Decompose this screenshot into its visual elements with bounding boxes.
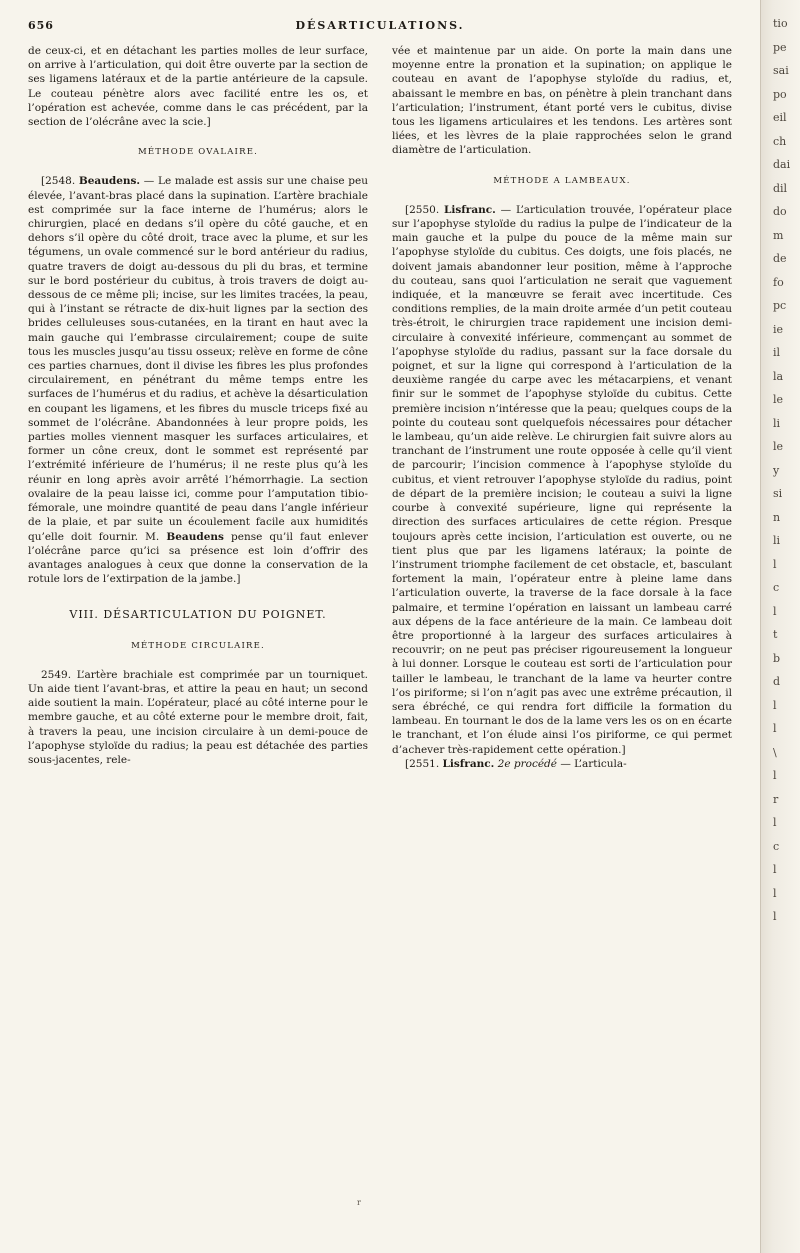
heading-methode-ovalaire: MÉTHODE OVALAIRE.: [137, 147, 259, 158]
article-number: [2551.: [405, 757, 440, 770]
right-column: [392, 44, 732, 771]
facing-page-edge: [760, 0, 800, 1253]
heading-methode-circulaire: MÉTHODE CIRCULAIRE.: [131, 640, 265, 651]
facing-page-fragment: le: [773, 440, 784, 453]
facing-page-fragment: tio: [773, 17, 788, 30]
facing-page-fragment: \: [773, 745, 777, 759]
facing-page-fragment: pc: [773, 299, 787, 312]
facing-page-fragment: la: [773, 369, 784, 383]
left-paragraph-1: de ceux-ci, et en détachant les parties molles de leur surface, on arrive à l’articulation, qui doit être ouverte par la section de ses ligamens latéraux et de la partie antérieure de la capsule. Le couteau pénètre alors avec facilité entre les os, et l’opération est achevée, comme dans le cas précédent, par la section de l’olécrâne avec la scie.]: [28, 45, 368, 129]
author-lisfranc: Lisfranc.: [444, 203, 496, 216]
facing-page-fragment: si: [773, 487, 783, 500]
facing-page-fragment: l: [773, 769, 777, 782]
facing-page-fragment: c: [773, 839, 780, 853]
right-paragraph-2550: [392, 203, 732, 757]
facing-page-fragment: il: [773, 346, 781, 359]
author-beaudens: Beaudens.: [78, 175, 141, 188]
facing-page-fragment: fo: [773, 275, 784, 289]
facing-page-fragment: l: [773, 863, 777, 876]
facing-page-fragment: l: [773, 722, 777, 735]
facing-page-fragment: l: [773, 604, 777, 618]
facing-page-fragment: l: [773, 886, 777, 900]
author-beaudens-mention: Beaudens: [166, 530, 224, 543]
right-paragraph-1: vée et maintenue par un aide. On porte la main dans une moyenne entre la pronation et la supination; on applique le couteau en avant de l’apophyse styloïde du radius, et, abaissant le membre en bas, on pénètre à plein tranchant dans l’articulation; l’instrument, étant porté vers le cubitus, divise tous les ligamens articulaires et les tendons. Les artères sont liées, et les lèvres de la plaie rapprochées selon le grand diamètre de l’articulation.: [392, 45, 732, 157]
author-lisfranc-2: Lisfranc.: [442, 757, 495, 770]
paragraph-tail: pense qu’il faut enlever l’olécrâne parce qu’ici sa présence est loin d’offrir des avantages analogues à ceux que donne la conservation de la rotule lors de l’extirpation de la jambe.]: [28, 530, 368, 586]
running-head: DÉSARTICULATIONS.: [295, 19, 465, 32]
paragraph-tail: — L’articula-: [557, 757, 627, 770]
facing-page-fragment: de: [773, 252, 787, 265]
facing-page-fragment: l: [773, 557, 777, 571]
print-mark: r: [357, 1198, 361, 1207]
article-number: [2550.: [405, 203, 440, 216]
facing-page-fragment: n: [773, 510, 781, 524]
facing-page-fragment: c: [773, 581, 780, 594]
facing-page-fragment: ie: [773, 322, 784, 336]
facing-page-fragment: eil: [773, 111, 787, 124]
facing-page-fragment: d: [773, 675, 781, 688]
page-number: 656: [28, 19, 54, 32]
procedure-label: 2e procédé: [497, 757, 557, 770]
facing-page-fragment: po: [773, 87, 787, 101]
facing-page-fragment: ch: [773, 134, 787, 148]
facing-page-fragment: t: [773, 628, 778, 641]
facing-page-fragment: dil: [773, 181, 788, 195]
facing-page-fragment: dai: [773, 158, 791, 171]
left-paragraph-2548: [28, 174, 368, 586]
facing-page-fragment: b: [773, 651, 781, 665]
facing-page-fragment: sai: [773, 64, 789, 77]
facing-page-fragment: li: [773, 416, 781, 430]
facing-page-fragment: pe: [773, 40, 787, 54]
article-number: [2548.: [41, 175, 76, 188]
facing-page-fragment: l: [773, 816, 777, 829]
paragraph-body: — Le malade est assis sur une chaise peu élevée, l’avant-bras placé dans la supination. L’artère brachiale est comprimée sur la face interne de l’humérus; alors le chirurgien, placé en dedans s’il opère du côté gauche, et en dehors s’il opère du côté droit, trace avec la plume, et sur les tégumens, un ovale commencé sur le bord antérieur du radius, quatre travers de doigt au-dessous du pli du bras, et termine sur le bord postérieur du cubitus, à trois travers de doigt au-dessous de ce même pli; incise, sur les limites tracées, la peau, qui à l’instant se rétracte de dix-huit lignes par la section des brides celluleuses sous-cutanées, en la tirant en haut avec la main gauche qui l’embrasse circulairement; coupe de suite tous les muscles jusqu’au tissu osseux; relève en forme de cône ces parties charnues, dont il divise les fibres les plus profondes circulairement, en pénétrant du même temps entre les surfaces de l’humérus et du radius, et achève la désarticulation en coupant les ligamens, et les fibres du muscle triceps fixé au sommet de l’olécrâne. Abandonnées à leur propre poids, les parties molles viennent masquer les surfaces articulaires, et former un cône creux, dont le sommet est représenté par l’extrémité inférieure de l’humérus; il ne reste plus qu’à les réunir en long après avoir arrêté l’hémorrhagie. La section ovalaire de la peau laisse ici, comme pour l’amputation tibio-fémorale, une moindre quantité de peau dans l’angle inférieur de la plaie, et par suite un écoulement facile aux humidités qu’elle doit fournir. M.: [28, 175, 368, 543]
facing-page-fragment: le: [773, 393, 784, 406]
facing-page-fragment: y: [773, 463, 780, 477]
facing-page-fragment: do: [773, 205, 787, 218]
right-paragraph-2551: [392, 757, 732, 771]
facing-page-fragment: l: [773, 910, 777, 923]
left-column: [28, 44, 368, 767]
section-title-poignet: VIII. DÉSARTICULATION DU POIGNET.: [69, 608, 327, 622]
paragraph-body: — L’articulation trouvée, l’opérateur place sur l’apophyse styloïde du radius la pulpe de l’indicateur de la main gauche et la pulpe du pouce de la même main sur l’apophyse styloïde du cubitus. Ces doigts, une fois placés, ne doivent jamais abandonner leur position, même à l’approche du couteau, sans quoi l’articulation ne serait que vaguement indiquée, et la manœuvre se ferait avec incertitude. Ces conditions remplies, de la main droite armée d’un petit couteau très-étroit, le chirurgien trace rapidement une incision demi-circulaire à convexité inférieure, commençant au sommet de l’apophyse styloïde du radius, passant sur la face dorsale du poignet, et sur la ligne qui correspond à l’articulation de la deuxième rangée du carpe avec les métacarpiens, et venant finir sur le sommet de l’apophyse styloïde du cubitus. Cette première incision n’intéresse que la peau; quelques coups de la pointe du couteau sont quelquefois nécessaires pour détacher le lambeau, qu’un aide relève. Le chirurgien fait suivre alors au tranchant de l’instrument une route opposée à celle qu’il vient de parcourir; l’incision commence à l’apophyse styloïde du cubitus, et vient retrouver l’apophyse styloïde du radius, point de départ de la première incision; le couteau a suivi la ligne courbe à convexité supérieure, ligne qui représente la direction des surfaces articulaires de cette région. Presque toujours après cette incision, l’articulation est ouverte, ou ne tient plus que par les ligamens latéraux; la pointe de l’instrument triomphe facilement de cet obstacle, et, basculant fortement la main, l’opérateur entre à pleine lame dans l’articulation ouverte, la traverse de la face dorsale à la face palmaire, et termine l’opération en laissant un lambeau carré aux dépens de la face antérieure de la main. Ce lambeau doit être proportionné à la largeur des surfaces articulaires à recouvrir; on ne peut pas préciser rigoureusement la longueur à lui donner. Lorsque le couteau est sorti de l’articulation pour tailler le lambeau, le tranchant de la lame va heurter contre l’os piriforme; si l’on n’agit pas avec une extrême précaution, il sera ébréché, ce qui rendra fort difficile la formation du lambeau. En tournant le dos de la lame vers les os on en écarte le tranchant, et l’on élude ainsi l’os piriforme, ce qui permet d’achever très-rapidement cette opération.]: [392, 203, 732, 756]
facing-page-fragment: li: [773, 534, 781, 547]
heading-methode-lambeaux: MÉTHODE A LAMBEAUX.: [493, 175, 631, 186]
facing-page-fragment: m: [773, 228, 784, 242]
left-paragraph-2549: 2549. L’artère brachiale est comprimée par un tourniquet. Un aide tient l’avant-bras, et attire la peau en haut; un second aide soutient la main. L’opérateur, placé au côté interne pour le membre gauche, et au côté externe pour le membre droit, fait, à travers la peau, une incision circulaire à un demi-pouce de l’apophyse styloïde du radius; la peau est détachée des parties sous-jacentes, rele-: [28, 668, 368, 766]
facing-page-fragment: r: [773, 792, 779, 806]
facing-page-fragment: l: [773, 698, 777, 712]
